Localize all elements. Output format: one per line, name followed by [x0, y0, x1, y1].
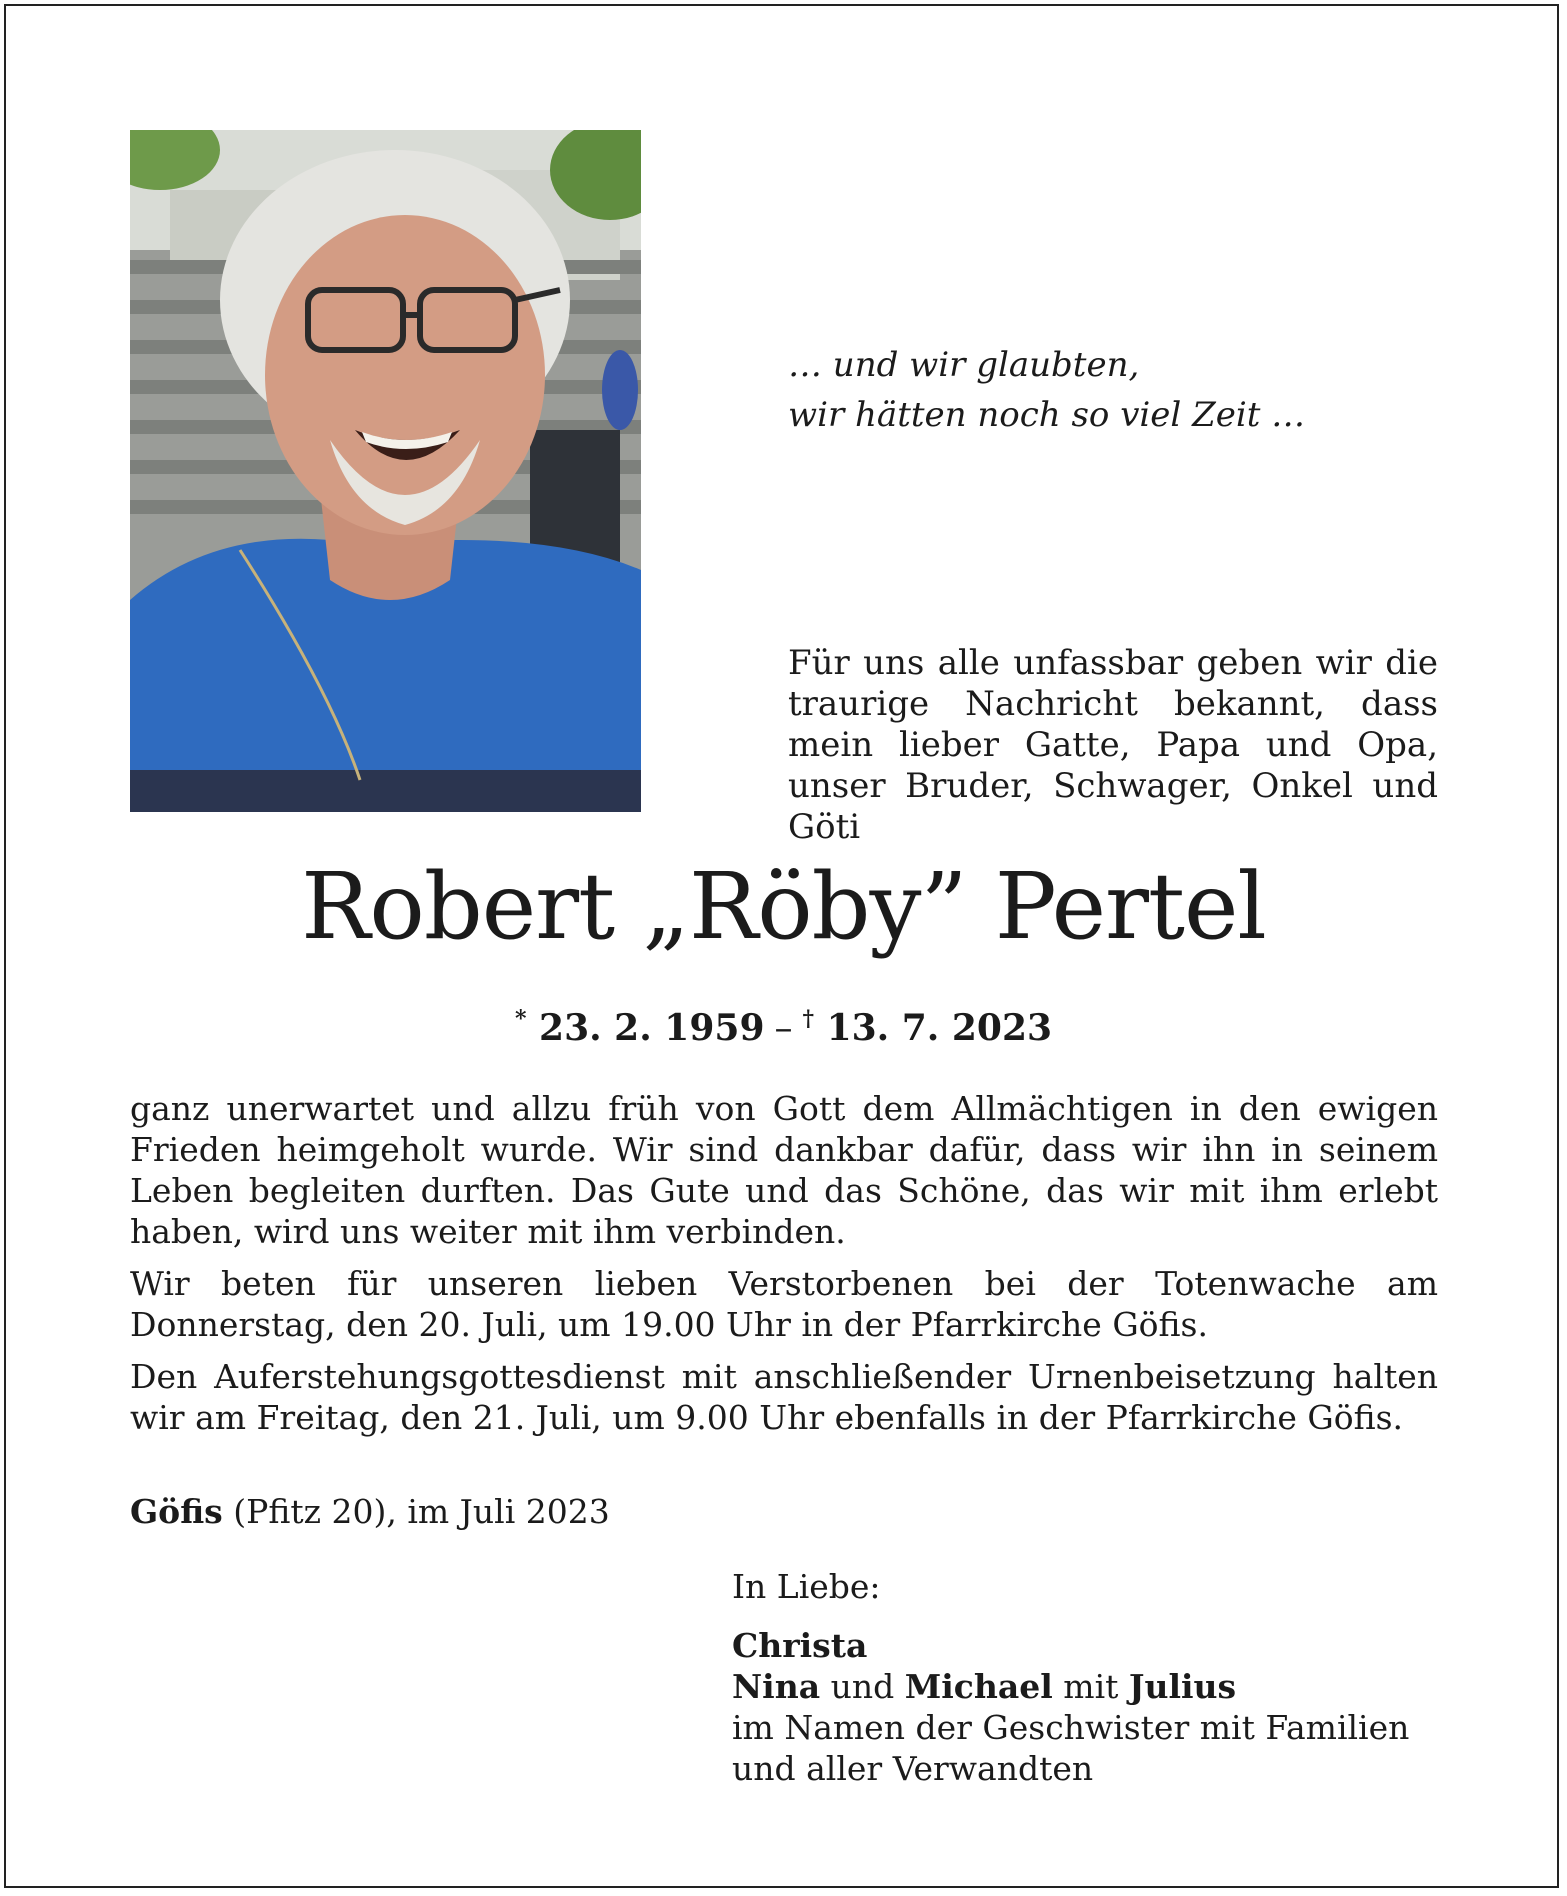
quote-line-2: wir hätten noch so viel Zeit … — [788, 395, 1306, 435]
date-separator: – — [774, 1008, 793, 1049]
portrait-icon — [130, 130, 641, 812]
signature-name-julius: Julius — [1128, 1667, 1237, 1706]
body-paragraph-2: Wir beten für unseren lieben Verstorbenen bei der Totenwache am Donnerstag, den 20. Juli, um 19.00 Uhr in der Pfarrkirche Göfis. — [130, 1264, 1438, 1344]
death-date: 13. 7. 2023 — [826, 1007, 1053, 1049]
place-date-line — [130, 1491, 1030, 1532]
intro-text: Für uns alle unfassbar geben wir die traurige Nachricht bekannt, dass mein lieber Gatte, Papa und Opa, unser Bruder, Schwager, Onkel und Göti — [788, 643, 1438, 847]
signature-row-3: im Namen der Geschwister mit Familien — [732, 1708, 1410, 1747]
quote-line-1: … und wir glaubten, — [788, 345, 1140, 385]
death-symbol: † — [802, 1006, 815, 1032]
birth-symbol: * — [514, 1006, 527, 1032]
signature-with: mit — [1052, 1667, 1129, 1706]
portrait-photo — [130, 130, 641, 812]
signature-row-1 — [732, 1625, 1472, 1666]
signature-block — [732, 1566, 1472, 1789]
life-dates — [0, 1003, 1567, 1054]
body-paragraph-1: ganz unerwartet und allzu früh von Gott dem Allmächtigen in den ewigen Frieden heimgeholt wurde. Wir sind dankbar dafür, dass wir ihn in seinem Leben begleiten durften. Das Gute und das Schöne, das wir mit ihm erlebt haben, wird uns weiter mit ihm verbinden. — [130, 1089, 1438, 1251]
body-paragraph-3: Den Auferstehungsgottesdienst mit anschließender Urnenbeisetzung halten wir am Freitag, den 21. Juli, um 9.00 Uhr ebenfalls in der Pfarrkirche Göfis. — [130, 1357, 1438, 1437]
place-town: Göfis — [130, 1492, 223, 1531]
signature-name-michael: Michael — [904, 1667, 1053, 1706]
signature-row-4: und aller Verwandten — [732, 1749, 1094, 1788]
place-rest: (Pfitz 20), im Juli 2023 — [222, 1492, 610, 1531]
signature-row-2 — [732, 1666, 1472, 1707]
signature-lead: In Liebe: — [732, 1567, 881, 1606]
signature-name-christa: Christa — [732, 1626, 868, 1665]
deceased-name: Robert „Röby” Pertel — [301, 853, 1266, 960]
body-text — [130, 1088, 1438, 1449]
birth-date: 23. 2. 1959 — [539, 1007, 765, 1049]
signature-name-nina: Nina — [732, 1667, 821, 1706]
quote — [788, 340, 1468, 440]
signature-and: und — [820, 1667, 905, 1706]
